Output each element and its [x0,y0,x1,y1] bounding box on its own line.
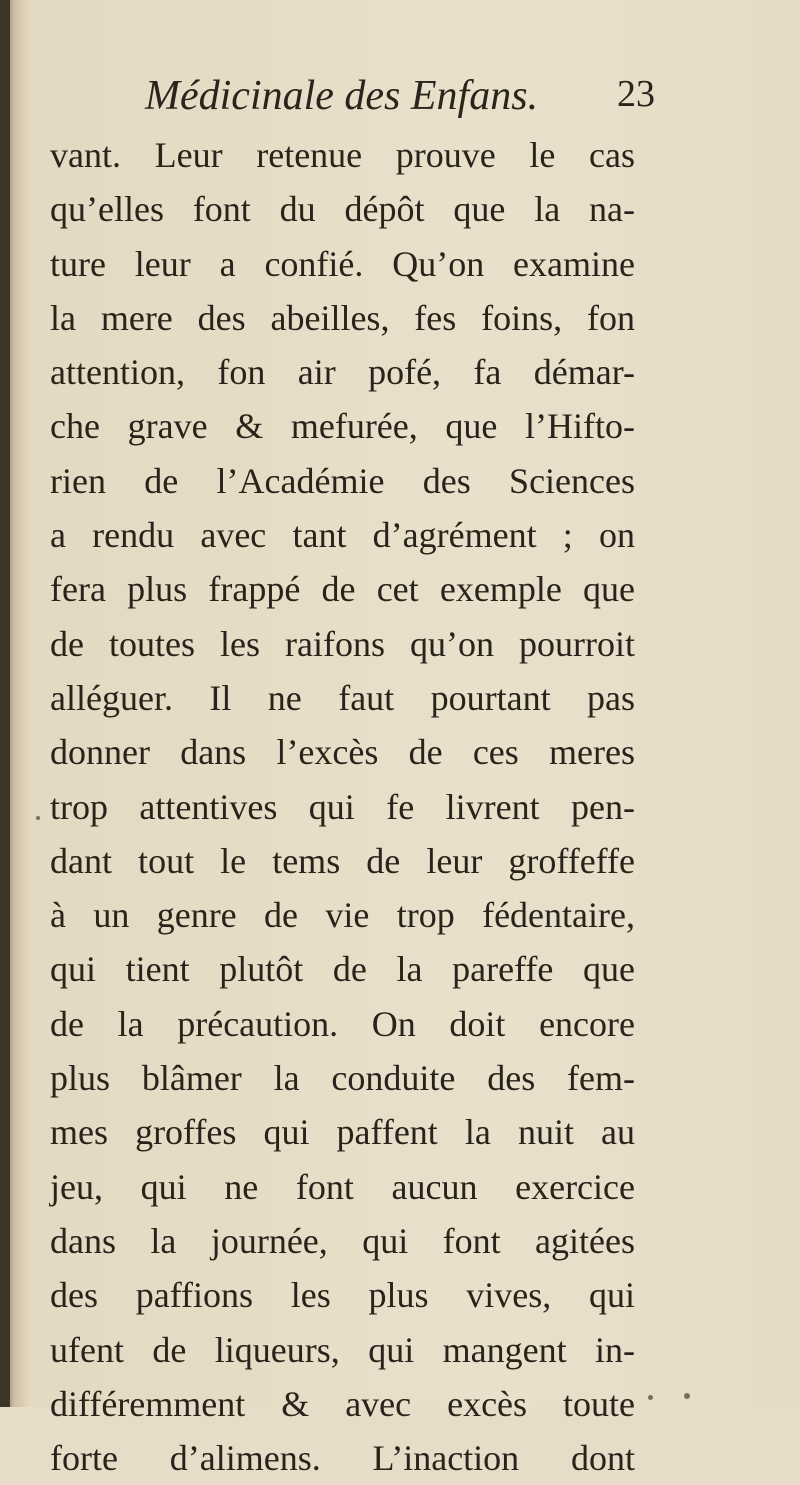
text-line: donner dans l’excès de ces meres [50,732,635,773]
paper-speck [648,1395,653,1400]
text-line: à un genre de vie trop fédentaire, [50,895,635,936]
text-line: la mere des abeilles, fes foins, fon [50,297,635,338]
page-number: 23 [617,73,655,115]
text-line: a rendu avec tant d’agrément ; on [50,515,635,556]
text-line: de la précaution. On doit encore [50,1003,635,1044]
text-line: dant tout le tems de leur groffeffe [50,840,635,881]
body-text [50,128,635,1485]
page-header [145,72,665,132]
paper-speck [684,1393,690,1399]
text-line: alléguer. Il ne faut pourtant pas [50,677,635,718]
text-line: fera plus frappé de cet exemple que [50,569,635,610]
text-line: jeu, qui ne font aucun exercice [50,1166,635,1207]
text-line: plus blâmer la conduite des fem- [50,1058,635,1099]
text-line: forte d’alimens. L’inaction dont [50,1438,635,1479]
text-line: ufent de liqueurs, qui mangent in- [50,1329,635,1370]
text-line: des paffions les plus vives, qui [50,1275,635,1316]
text-line: rien de l’Académie des Sciences [50,460,635,501]
binding-edge [0,0,10,1407]
text-line: qui tient plutôt de la pareffe que [50,949,635,990]
text-line: dans la journée, qui font agitées [50,1220,635,1261]
text-line: qu’elles font du dépôt que la na- [50,189,635,230]
text-line: différemment & avec excès toute [50,1383,635,1424]
text-line: attention, fon air pofé, fa démar- [50,352,635,393]
running-title: Médicinale des Enfans. [145,73,539,119]
text-line: che grave & mefurée, que l’Hifto- [50,406,635,447]
paper-speck [36,816,40,820]
text-line: trop attentives qui fe livrent pen- [50,786,635,827]
text-line: vant. Leur retenue prouve le cas [50,135,635,175]
text-line: ture leur a confié. Qu’on examine [50,243,635,284]
text-line: mes groffes qui paffent la nuit au [50,1112,635,1153]
text-line: de toutes les raifons qu’on pourroit [50,623,635,664]
